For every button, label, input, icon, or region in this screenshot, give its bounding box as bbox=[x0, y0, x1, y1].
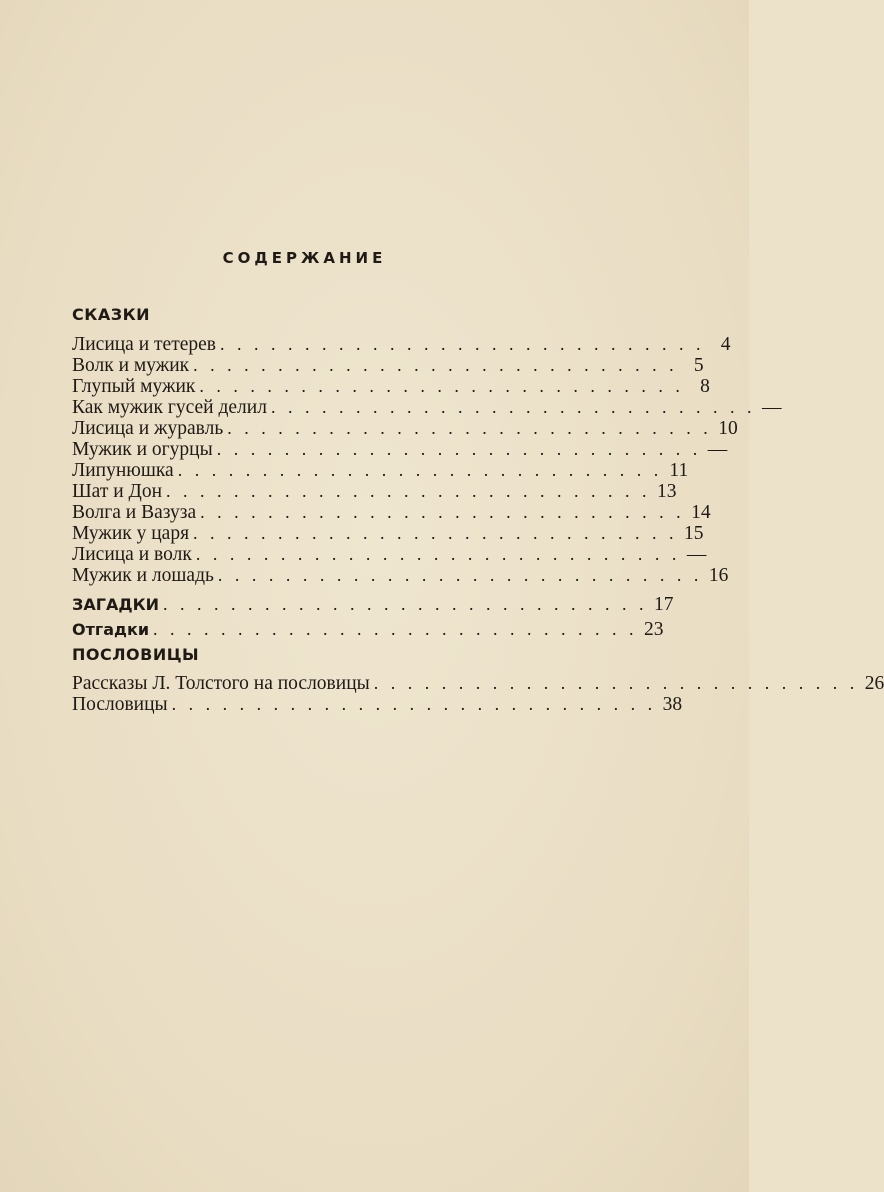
toc-leader-dots: . . . . . . . . . . . . . . . . . . . . . . . . . . . . . bbox=[193, 523, 678, 543]
toc-entry bbox=[72, 417, 738, 439]
toc-entry-title: Пословицы bbox=[72, 694, 168, 715]
section-heading-skazki: СКАЗКИ bbox=[72, 305, 151, 324]
toc-entry bbox=[72, 501, 711, 523]
toc-entry-page: 10 bbox=[718, 418, 738, 439]
toc-entry bbox=[72, 522, 704, 544]
toc-entry-title: Лисица и волк bbox=[72, 544, 192, 565]
toc-entry-title: Мужик и лошадь bbox=[72, 565, 214, 586]
toc-entry-page: 8 bbox=[700, 376, 710, 397]
toc-entry bbox=[72, 333, 731, 355]
toc-entry bbox=[72, 693, 683, 715]
toc-entry-zagadki bbox=[72, 593, 674, 615]
toc-entry-page: — bbox=[761, 397, 782, 418]
toc-leader-dots: . . . . . . . . . . . . . . . . . . . . . . . . . . . . . bbox=[220, 334, 705, 354]
toc-entry-title: Рассказы Л. Толстого на пословицы bbox=[72, 673, 370, 694]
toc-leader-dots: . . . . . . . . . . . . . . . . . . . . . . . . . . . . . bbox=[373, 673, 859, 693]
toc-leader-dots: . . . . . . . . . . . . . . . . . . . . . . . . . . . . . bbox=[217, 565, 703, 585]
toc-leader-dots: . . . . . . . . . . . . . . . . . . . . . . . . . . . . . bbox=[171, 694, 657, 714]
toc-entry-title: Липунюшка bbox=[72, 460, 174, 481]
toc-entry-title: Отгадки bbox=[72, 620, 150, 639]
toc-leader-dots: . . . . . . . . . . . . . . . . . . . . . . . . . . . . . bbox=[177, 460, 663, 480]
toc-entry-page: 15 bbox=[684, 523, 704, 544]
toc-entry bbox=[72, 459, 689, 481]
toc-entry bbox=[72, 543, 707, 565]
toc-entry-page: 5 bbox=[693, 355, 704, 376]
section-heading-poslovitsy: ПОСЛОВИЦЫ bbox=[72, 645, 200, 664]
toc-leader-dots: . . . . . . . . . . . . . . . . . . . . . . . . . . . . . bbox=[227, 418, 712, 438]
toc-entry bbox=[72, 354, 704, 376]
toc-entry-page: 17 bbox=[654, 594, 674, 615]
toc-entry-page: 11 bbox=[669, 460, 689, 481]
toc-entry bbox=[72, 396, 782, 418]
toc-entry bbox=[72, 672, 884, 694]
toc-entry-page: — bbox=[707, 439, 728, 460]
toc-entry-title: Лисица и журавль bbox=[72, 418, 224, 439]
toc-entry-page: 23 bbox=[644, 619, 664, 640]
toc-entry-page: 4 bbox=[720, 334, 731, 355]
toc-entry-title: Лисица и тетерев bbox=[72, 334, 216, 355]
toc-leader-dots: . . . . . . . . . . . . . . . . . . . . . . . . . . . . . bbox=[153, 619, 638, 639]
toc-entry-title: Глупый мужик bbox=[72, 376, 196, 397]
toc-entry-page: 13 bbox=[657, 481, 677, 502]
toc-entry bbox=[72, 564, 729, 586]
page-title: СОДЕРЖАНИЕ bbox=[222, 249, 387, 267]
toc-entry-title: Мужик у царя bbox=[72, 523, 190, 544]
toc-entry-page: 26 bbox=[864, 673, 884, 694]
toc-entry-title: Шат и Дон bbox=[72, 481, 163, 502]
toc-leader-dots: . . . . . . . . . . . . . . . . . . . . . . . . . . . . . bbox=[216, 439, 702, 459]
toc-entry bbox=[72, 438, 728, 460]
toc-entry-title: Мужик и огурцы bbox=[72, 439, 213, 460]
toc-leader-dots: . . . . . . . . . . . . . . . . . . . . . . . . . . . . . bbox=[166, 481, 651, 501]
toc-entry-otgadki bbox=[72, 618, 664, 640]
toc-leader-dots: . . . . . . . . . . . . . . . . . . . . . . . . . . . . . bbox=[199, 376, 684, 396]
toc-entry-title: Волга и Вазуза bbox=[72, 502, 197, 523]
toc-entry-page: — bbox=[686, 544, 707, 565]
toc-leader-dots: . . . . . . . . . . . . . . . . . . . . . . . . . . . . . bbox=[163, 594, 648, 614]
toc-leader-dots: . . . . . . . . . . . . . . . . . . . . . . . . . . . . . bbox=[270, 397, 756, 417]
toc-entry-title: Как мужик гусей делил bbox=[72, 397, 267, 418]
toc-entry-page: 38 bbox=[662, 694, 683, 715]
toc-entry-page: 14 bbox=[691, 502, 711, 523]
toc-entry-title: Волк и мужик bbox=[72, 355, 190, 376]
section-heading-zagadki: ЗАГАДКИ bbox=[72, 595, 160, 614]
toc-entry-page: 16 bbox=[708, 565, 729, 586]
toc-leader-dots: . . . . . . . . . . . . . . . . . . . . . . . . . . . . . bbox=[195, 544, 681, 564]
toc-leader-dots: . . . . . . . . . . . . . . . . . . . . . . . . . . . . . bbox=[193, 355, 678, 375]
toc-entry bbox=[72, 480, 677, 502]
toc-leader-dots: . . . . . . . . . . . . . . . . . . . . . . . . . . . . . bbox=[200, 502, 685, 522]
toc-entry bbox=[72, 375, 710, 397]
